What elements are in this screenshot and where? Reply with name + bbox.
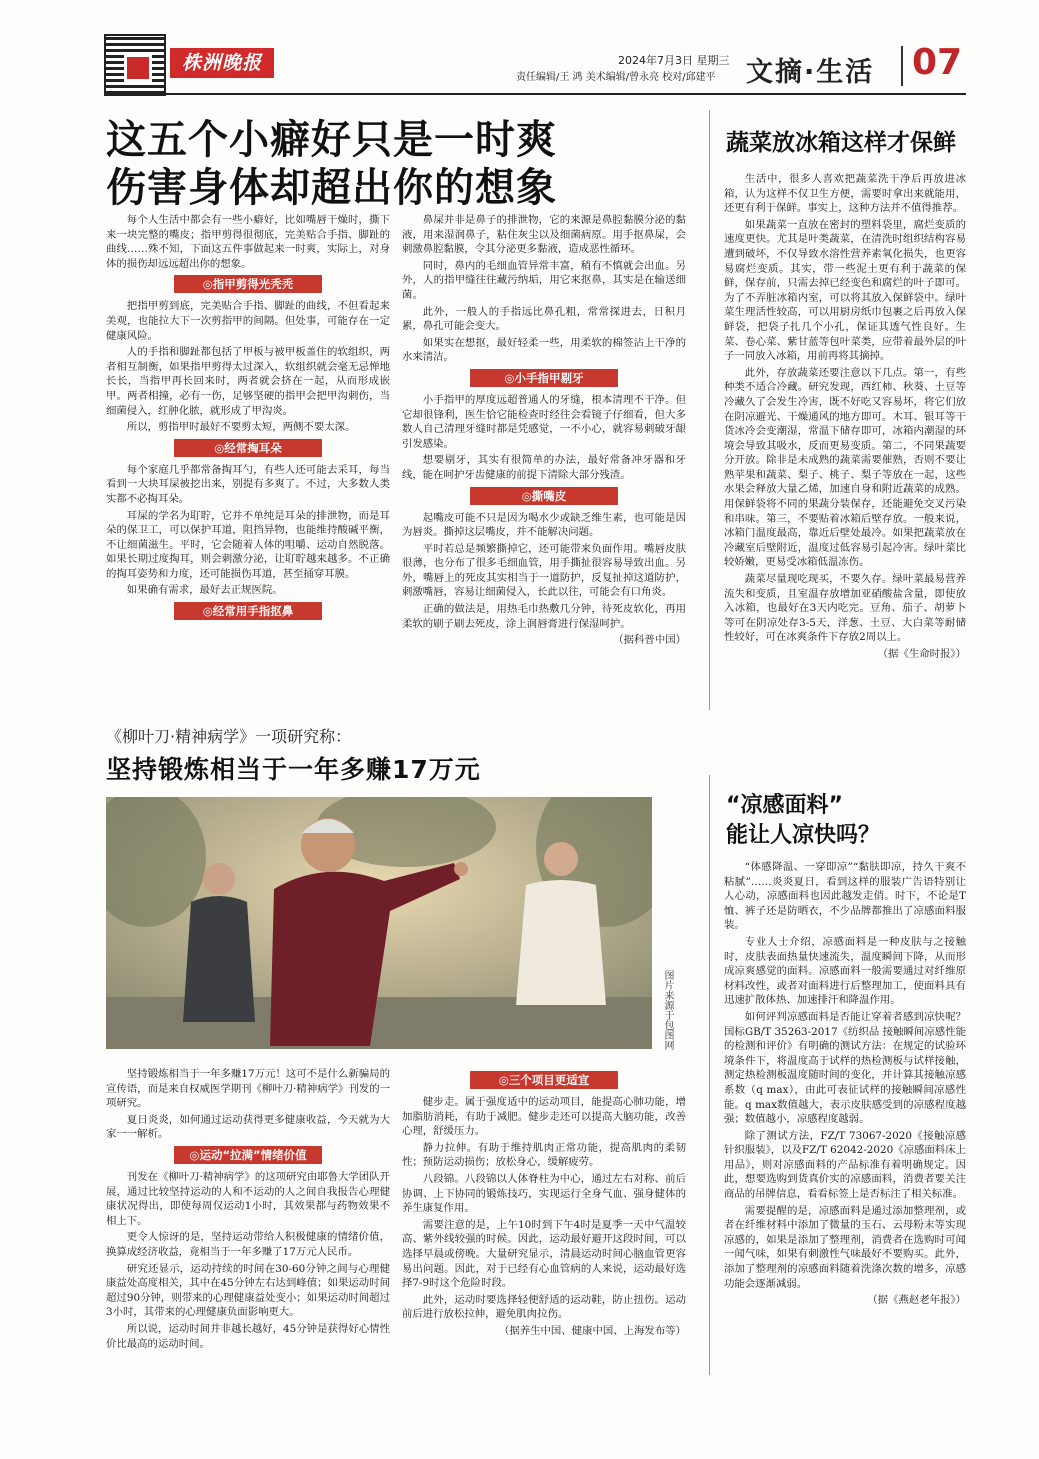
subhead: ◎三个项目更适宜	[470, 1071, 618, 1089]
editors-credit: 责任编辑/王 鸿 美术编辑/曾永亮 校对/邱建平	[516, 72, 716, 83]
article1-title-line1: 这五个小癖好只是一时爽	[106, 117, 557, 163]
article3-column1	[106, 1067, 390, 1353]
article2-title: 蔬菜放冰箱这样才保鲜	[726, 130, 956, 156]
article1-column2	[402, 213, 686, 650]
article2-body	[724, 172, 966, 664]
paragraph: 想要剔牙，其实有很简单的办法，最好常备冲牙器和牙线，能在呵护牙齿健康的前提下清除大部分残渣。	[402, 454, 686, 481]
paragraph: 把指甲剪到底，完美贴合手指、脚趾的曲线，不但看起来美观，也能拉大下一次剪指甲的间隔。但处事，可能存在一定健康风险。	[106, 300, 390, 342]
paragraph: 夏日炎炎，如何通过运动获得更多健康收益，今天就为大家一一解析。	[106, 1113, 390, 1141]
subhead: ◎经常用手指抠鼻	[174, 602, 322, 620]
section-title: 文摘·生活	[746, 57, 875, 88]
article4-title-line1: “凉感面料”	[726, 793, 843, 818]
column-divider-lower	[709, 775, 710, 1375]
paragraph: 需要注意的是，上午10时到下午4时是夏季一天中气温较高、紫外线较强的时候。因此，运动最好避开这段时间，可以选择早晨或傍晚。大量研究显示，清晨运动时间心脑血管更容易出问题。因此，对于已经有心血管病的人来说，运动最好选择7-9时这个危险时段。	[402, 1218, 686, 1290]
subhead: ◎小手指甲剔牙	[470, 369, 618, 387]
paragraph: 八段锦。八段锦以人体脊柱为中心，通过左右对称、前后协调、上下协同的锻炼技巧，实现运行全身气血、强身健体的养生康复作用。	[402, 1172, 686, 1215]
page-number: 07	[912, 42, 963, 83]
paragraph: 耳屎的学名为耵聍，它并不单纯是耳朵的排泄物，而是耳朵的保卫工，可以保护耳道，阻挡异物，也能维持酸碱平衡，不让细菌滋生。平时，它会随着人体的咀嚼、运动自然脱落。如果长期过度掏耳，则会刺激分泌，让耵聍越来越多。不正确的掏耳姿势和力度，还可能损伤耳道，甚至捅穿耳膜。	[106, 509, 390, 580]
paragraph: 生活中，很多人喜欢把蔬菜洗干净后再放进冰箱，认为这样不仅卫生方便，需要时拿出来就能用，还更有利于保鲜。事实上，这种方法并不值得推荐。	[724, 173, 966, 215]
column-divider	[709, 110, 710, 710]
issue-date: 2024年7月3日 星期三	[618, 54, 730, 67]
tai-chi-illustration	[106, 797, 652, 1049]
paragraph: 蔬菜尽量现吃现买，不要久存。绿叶菜最易营养流失和变质，且室温存放增加亚硝酸盐含量，即使放入冰箱，也最好在3天内吃完。豆角、茄子、胡萝卜等可在阴凉处存3-5天，洋葱、土豆、大白菜等耐储性较好，可在冰爽条件下存放2周以上。	[724, 573, 966, 644]
paragraph: 静力拉伸。有助于维持肌肉正常功能，提高肌肉的柔韧性；预防运动损伤；放松身心，缓解疲劳。	[402, 1141, 686, 1169]
tai-chi-photo	[106, 797, 652, 1049]
article3-title: 坚持锻炼相当于一年多赚17万元	[106, 755, 481, 784]
article3-column2	[402, 1067, 686, 1341]
masthead-logo: 株洲晚报	[170, 48, 274, 78]
paragraph: 更令人惊讶的是，坚持运动带给人积极健康的情绪价值，换算成经济收益，竟相当于一年多赚了17万元人民币。	[106, 1231, 390, 1258]
paragraph: 鼻屎并非是鼻子的排泄物，它的来源是鼻腔黏膜分泌的黏液，用来湿润鼻子，粘住灰尘以及细菌病原。用手抠鼻屎，会刺激鼻腔黏膜，令其分泌更多黏液，造成恶性循环。	[402, 214, 686, 256]
article1-title-line2: 伤害身体却超出你的想象	[106, 165, 557, 211]
paragraph: 同时，鼻内的毛细血管异常丰富，稍有不慎就会出血。另外，人的指甲缝往往藏污纳垢，用它来抠鼻，其实是在输送细菌。	[402, 259, 686, 301]
paragraph: 此外，存放蔬菜还要注意以下几点。第一，有些种类不适合冷藏。研究发现，西红柿、秋葵、土豆等冷藏久了会发生冷害，既不好吃又容易坏，将它们放在阴凉避光、干燥通风的地方即可。木耳、银耳等干货冰冷会变潮湿，常温下储存即可，冰箱内潮湿的环境会导致其吸水，反而更易变质。第二，不同果蔬要分开放。除非是未成熟的蔬菜需要催熟，否则不要让熟苹果和蔬菜、梨子、桃子、梨子等放在一起，这些水果会释放大量乙烯，加速自身和附近蔬菜的成熟。用保鲜袋将不同的果蔬分装保存，还能避免交叉污染和串味。第三，不要贴着冰箱后壁存放。一般来说，冰箱门温度最高，靠近后壁处最冷。如果把蔬菜放在冷藏室后壁附近，温度过低容易引起冷害。绿叶菜比较娇嫩，更易受冰箱低温冻伤。	[724, 366, 966, 569]
paragraph: 小手指甲的厚度远超普通人的牙缝，根本清理不干净。但它却很锋利，医生恰它能检查时经往会看镜子仔细看，但大多数人自己清理牙缝时都是凭感觉，一不小心，就容易刺破牙龈引发感染。	[402, 393, 686, 450]
subhead: ◎指甲剪得光秃秃	[174, 275, 322, 293]
paragraph: 研究还显示，运动持续的时间在30-60分钟之间与心理健康益处高度相关，其中在45分钟左右达到峰值；如果运动时间超过90分钟，则带来的心理健康益处变小；如果运动时间超过3小时，其带来的心理健康负面影响更大。	[106, 1262, 390, 1319]
paragraph: 正确的做法是，用热毛巾热敷几分钟，待死皮软化，再用柔软的刷子刷去死皮，涂上润唇膏进行保湿呵护。	[402, 603, 686, 630]
subhead: ◎撕嘴皮	[470, 487, 618, 505]
paragraph: 如何评判凉感面料是否能让穿着者感到凉快呢？国标GB/T 35263-2017《纺织品 接触瞬间凉感性能的检测和评价》有明确的测试方法：在规定的试验环境条件下，将温度高于试样的热检测板与试样接触，测定热检测板温度随时间的变化，并计算其接触凉感系数（q max），由此可表征试样的接触瞬间凉感性能。q max数值越大，表示皮肤感受到的凉感程度越强；数值越小，凉感程度越弱。	[724, 1010, 966, 1126]
paragraph: 人的手指和脚趾都包括了甲板与被甲板盖住的软组织，两者相互制衡，如果指甲剪得太过深入，软组织就会毫无忌惮地长长，当指甲再长回来时，两者就会挤在一起，从而形成嵌甲。两者相撞，必有一伤，足够坚硬的指甲会把甲沟刺伤，当细菌侵入，红肿化脓，就形成了甲沟炎。	[106, 346, 390, 417]
paragraph: 所以，剪指甲时最好不要剪太短，两侧不要太深。	[126, 421, 356, 434]
paragraph: 所以说，运动时间并非越长越好，45分钟是获得好心情性价比最高的运动时间。	[106, 1322, 390, 1350]
photo-credit: 图片来源于包图网	[662, 970, 673, 1050]
header-divider	[901, 46, 903, 86]
paragraph: 此外，一般人的手指远比鼻孔粗，常常探进去，日积月累，鼻孔可能会变大。	[402, 305, 686, 333]
subhead: ◎运动“拉满”情绪价值	[174, 1146, 322, 1164]
paragraph: 坚持锻炼相当于一年多赚17万元！这可不是什么新骗局的宣传语，而是来自权威医学期刊《柳叶刀·精神病学》刊发的一项研究。	[106, 1068, 390, 1110]
paragraph: 起嘴皮可能不只是因为喝水少或缺乏维生素，也可能是因为唇炎。撕掉这层嘴皮，并不能解决问题。	[402, 511, 686, 539]
qr-code	[106, 36, 164, 94]
paragraph: 除了测试方法，FZ/T 73067-2020《接触凉感针织服装》，以及FZ/T 62042-2020《凉感面料床上用品》，则对凉感面料的产品标准有着明确规定。因此，想要选购到货真价实的凉感面料，消费者要关注商品的吊牌信息，看看标签上是否标注了相关标准。	[724, 1129, 966, 1201]
article1-source: （据科普中国）	[613, 634, 686, 647]
paragraph: 需要提醒的是，凉感面料是通过添加整理剂，或者在纤维材料中添加了微量的玉石、云母粉末等实现凉感的，如果是添加了整理剂，消费者在选购时可闻一闻气味，如果有刺激性气味最好不要购买。此外，添加了整理剂的凉感面料随着洗涤次数的增多，凉感功能会逐渐减弱。	[724, 1204, 966, 1290]
paragraph: 每个人生活中都会有一些小癖好，比如嘴唇干燥时，撕下来一块完整的嘴皮；指甲剪得很彻底，完美贴合手指、脚趾的曲线……殊不知，下面这五件事做起来一时爽，实际上，对身体的损伤却远远超出你的想象。	[106, 214, 390, 270]
article2-source: （据《生命时报》）	[877, 648, 966, 660]
paragraph: 每个家庭几乎都常备掏耳勺，有些人还可能去采耳，每当看到一大块耳屎被挖出来，别提有多爽了。不过，大多数人类实都不必掏耳朵。	[106, 463, 390, 505]
article4-body	[724, 860, 966, 1310]
paragraph: 如果实在想抠，最好轻柔一些，用柔软的棉签沾上干净的水来清洁。	[402, 336, 686, 364]
paragraph: 健步走。属于强度适中的运动项目，能提高心肺功能，增加脂肪消耗，有助于减肥。健步走还可以提高大脑功能，改善心理，舒缓压力。	[402, 1096, 686, 1138]
article3-source: （据养生中国、健康中国、上海发布等）	[498, 1324, 686, 1337]
paragraph: 此外，运动时要选择轻便舒适的运动鞋，防止扭伤。运动前后进行放松拉伸，避免肌肉拉伤。	[402, 1293, 686, 1321]
paragraph: “体感降温、一穿即凉”“黏肤即凉，持久干爽不粘腻”……炎炎夏日，看到这样的服装广告语特别让人心动，凉感面料也因此越发走俏。时下，不论是T恤、裤子还是防晒衣，不少品牌都推出了凉感面料服装。	[724, 861, 966, 932]
article3-kicker: 《柳叶刀·精神病学》一项研究称：	[106, 727, 352, 746]
paragraph: 如果蔬菜一直放在密封的塑料袋里，腐烂变质的速度更快。尤其是叶类蔬菜，在清洗时组织结构容易遭到破坏，不仅导致水溶性营养素氧化损失，也更容易腐烂变质。其实，带一些泥土更有利于蔬菜的保鲜，保存前，只需去掉已经变色和腐烂的叶子即可。为了不弄脏冰箱内室，可以将其放入保鲜袋中。绿叶菜生理活性较高，可以用厨房纸巾包裹之后再放入保鲜袋，把袋子扎几个小孔，保证其透气性良好。生菜、卷心菜、紫甘蓝等包叶菜类，应带着最外层的叶子一同放入冰箱，用前再将其摘掉。	[724, 218, 966, 363]
paragraph: 平时若总是频繁撕掉它，还可能带来负面作用。嘴唇皮肤很薄，也分布了很多毛细血管，用手撕扯很容易导致出血。另外，嘴唇上的死皮其实相当于一道防护，反复扯掉这道防护，刺激嘴唇，容易让细菌侵入，长此以往，可能会有口角炎。	[402, 542, 686, 599]
header-rule	[106, 93, 966, 95]
article1-column1	[106, 213, 390, 626]
subhead: ◎经常掏耳朵	[174, 439, 322, 457]
paragraph: 如果确有需求，最好去正规医院。	[126, 584, 283, 597]
article4-source: （据《燕赵老年报》）	[867, 1294, 966, 1307]
paragraph: 专业人士介绍，凉感面料是一种皮肤与之接触时，皮肤表面热量快速流失，温度瞬间下降，从而形成凉爽感觉的面料。凉感面料一般需要通过对纤维原材料改性，或者对面料进行后整理加工，使面料具有迅速扩散体热、加速排汗和降温作用。	[724, 935, 966, 1007]
paragraph: 刊发在《柳叶刀·精神病学》的这项研究由耶鲁大学团队开展，通过比较坚持运动的人和不运动的人之间自我报告心理健康状况得出，即使每周仅运动1小时，其效果都与药物效果不相上下。	[106, 1170, 390, 1227]
article4-title-line2: 能让人凉快吗？	[726, 823, 881, 848]
